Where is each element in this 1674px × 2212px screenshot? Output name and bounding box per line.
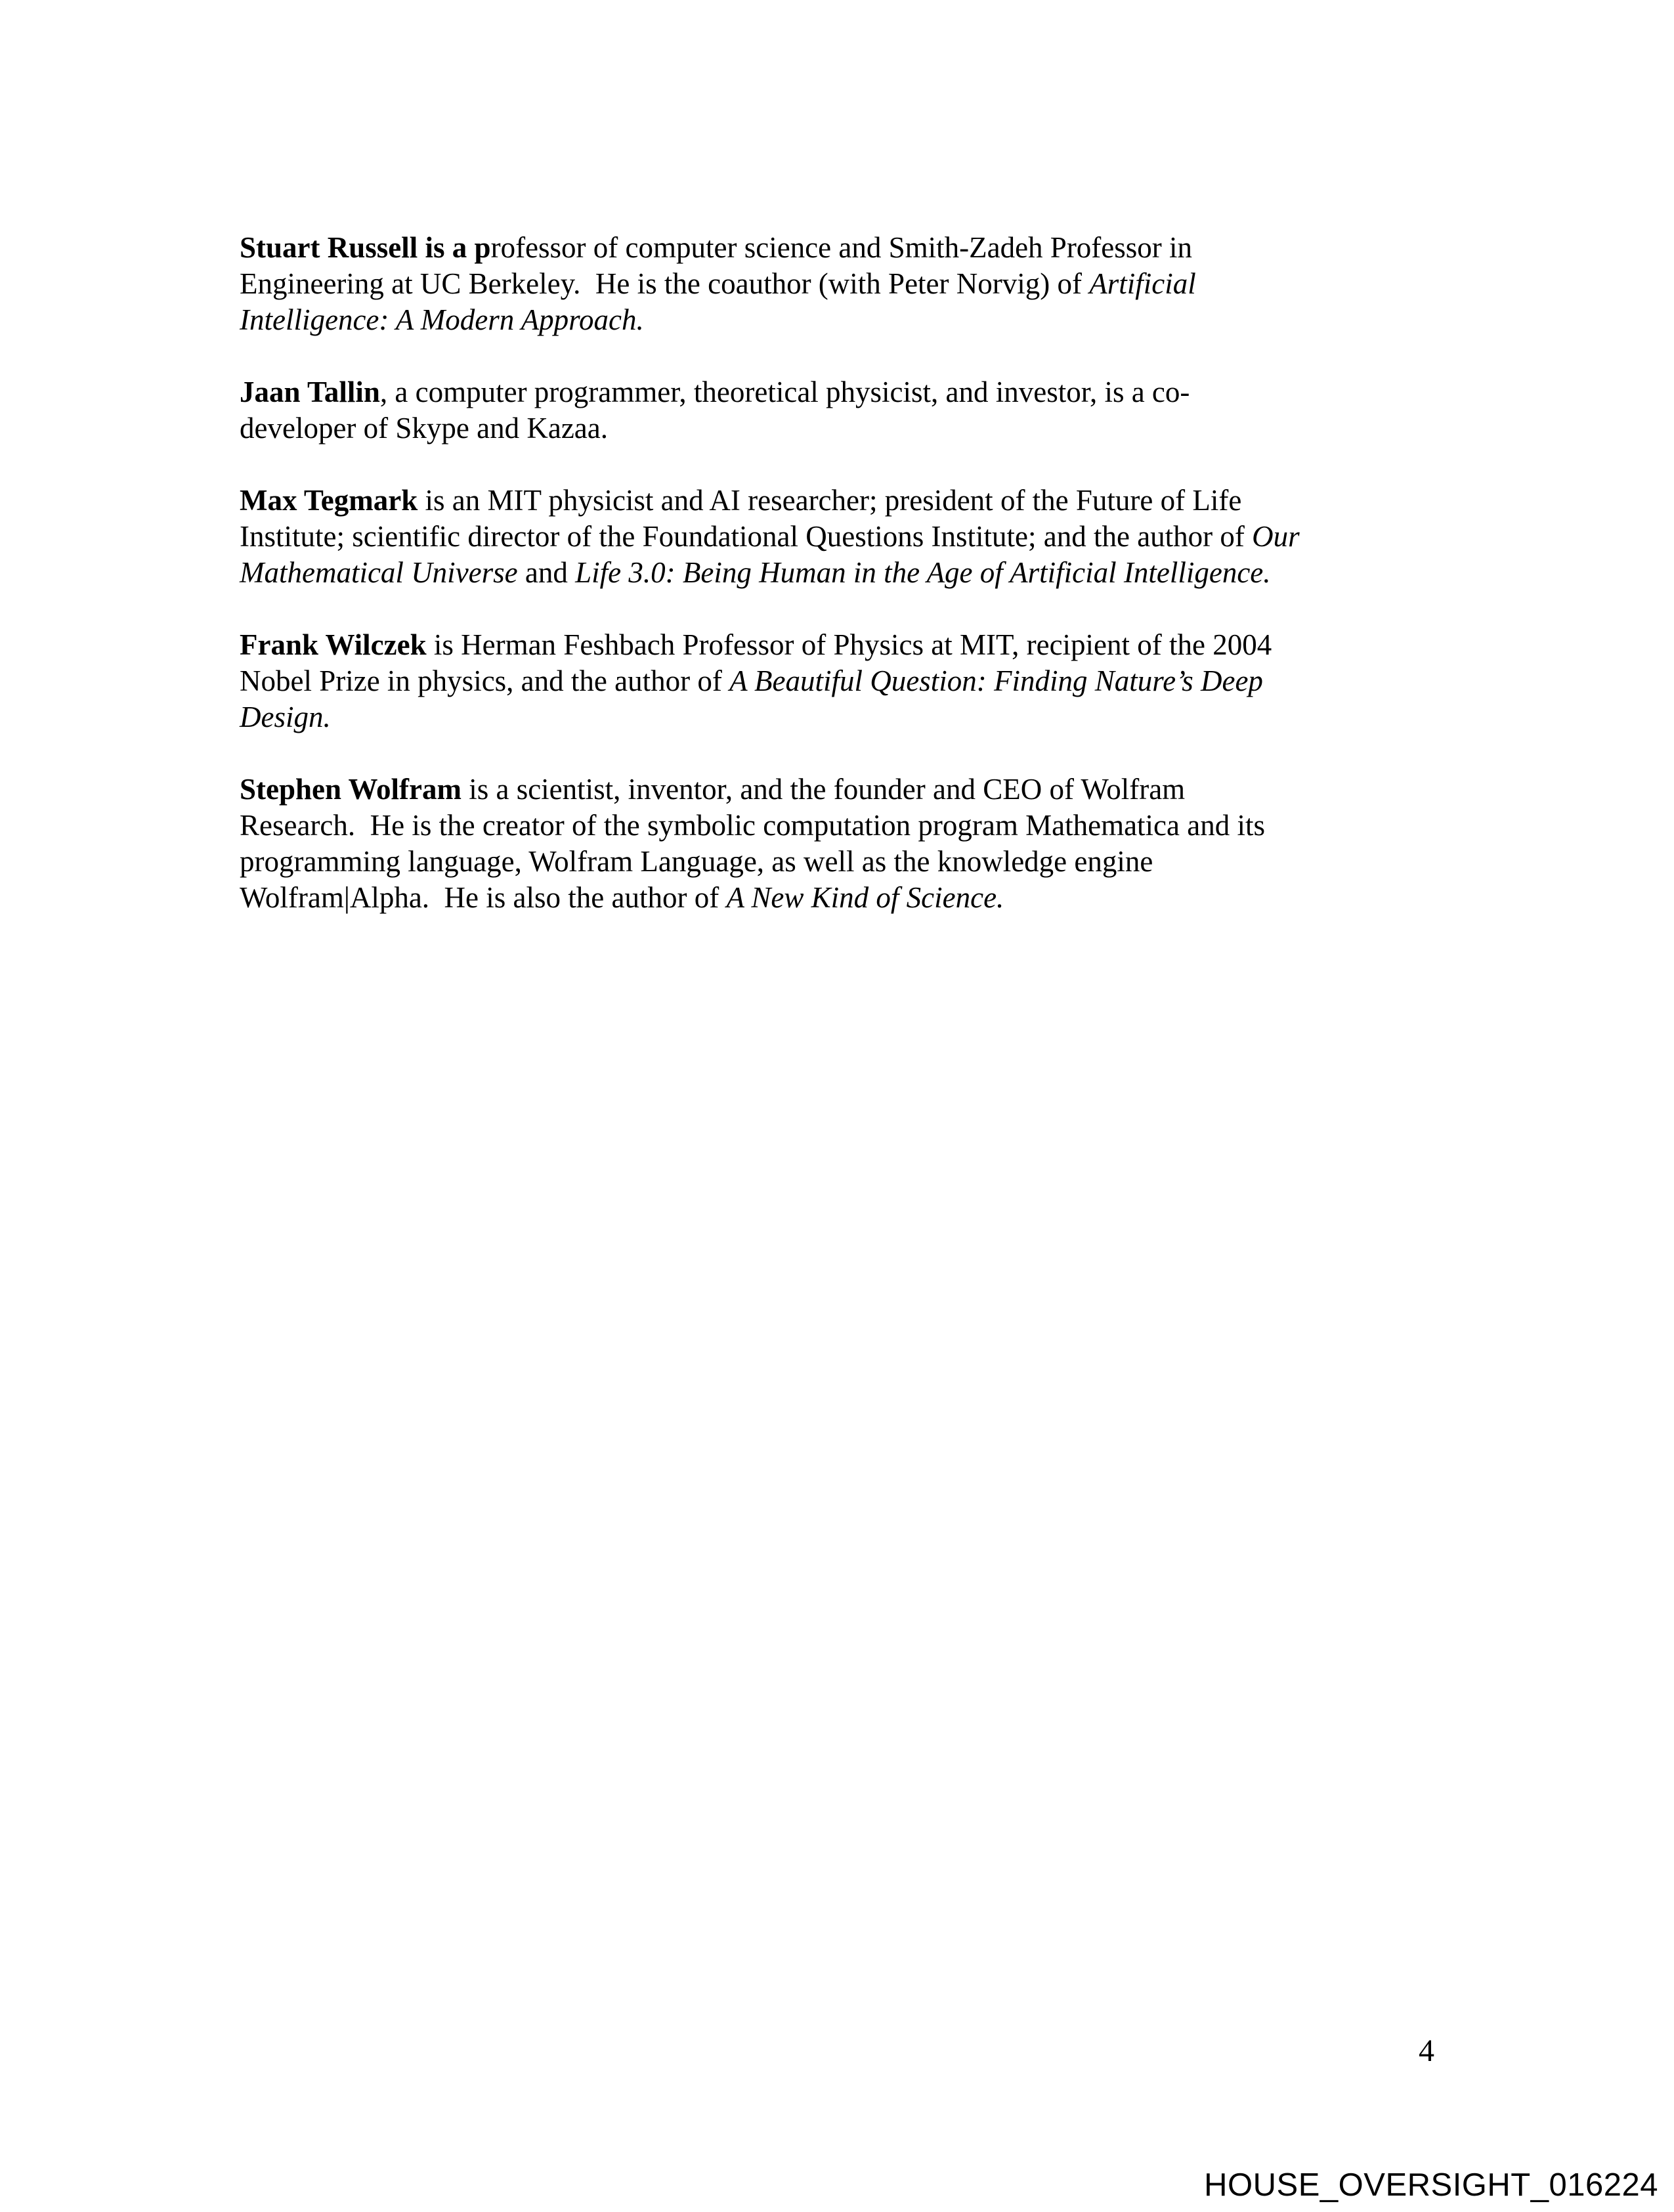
text-line (240, 483, 1421, 519)
book-title: Our (1252, 520, 1300, 553)
bio-paragraph-stuart-russell (240, 230, 1421, 338)
bio-paragraph-jaan-tallin (240, 374, 1421, 446)
text-line (240, 266, 1421, 302)
text-line (240, 555, 1421, 591)
book-title: A New Kind of Science. (726, 881, 1004, 914)
text-line (240, 627, 1421, 663)
text-line (240, 374, 1421, 410)
book-title: Intelligence: A Modern Approach. (240, 303, 644, 336)
bio-text: and (517, 556, 576, 589)
book-title: A Beautiful Question: Finding Nature’s Deep (729, 664, 1263, 697)
bio-text: developer of Skype and Kazaa. (240, 412, 609, 445)
document-text-block (240, 230, 1421, 952)
bio-text: Engineering at UC Berkeley. He is the coauthor (with Peter Norvig) of (240, 267, 1090, 300)
bio-text: Institute; scientific director of the Foundational Questions Institute; and the author of (240, 520, 1253, 553)
text-line (240, 230, 1421, 266)
text-line (240, 663, 1421, 699)
book-title: Design. (240, 701, 331, 733)
text-line (240, 519, 1421, 555)
bio-paragraph-frank-wilczek (240, 627, 1421, 735)
text-line (240, 808, 1421, 844)
page-number: 4 (1419, 2033, 1434, 2068)
bio-name-bold: Jaan Tallin (240, 376, 380, 408)
bio-paragraph-max-tegmark (240, 483, 1421, 591)
text-line (240, 699, 1421, 735)
bio-text: Wolfram|Alpha. He is also the author of (240, 881, 727, 914)
text-line (240, 771, 1421, 808)
bio-text: is Herman Feshbach Professor of Physics at MIT, recipient of the 2004 (426, 628, 1272, 661)
text-line (240, 410, 1421, 446)
book-title: Life 3.0: Being Human in the Age of Artificial Intelligence. (575, 556, 1271, 589)
text-line (240, 302, 1421, 338)
bio-text: rofessor of computer science and Smith-Zadeh Professor in (490, 231, 1193, 264)
bio-text: Nobel Prize in physics, and the author of (240, 664, 730, 697)
text-line (240, 844, 1421, 880)
bates-stamp: HOUSE_OVERSIGHT_016224 (1204, 2167, 1658, 2203)
bio-name-bold: Stuart Russell is a p (240, 231, 491, 264)
bio-text: , a computer programmer, theoretical physicist, and investor, is a co- (379, 376, 1190, 408)
bio-text: programming language, Wolfram Language, as well as the knowledge engine (240, 845, 1153, 878)
bio-text: is a scientist, inventor, and the founder and CEO of Wolfram (461, 773, 1186, 806)
text-line (240, 880, 1421, 916)
bio-name-bold: Frank Wilczek (240, 628, 427, 661)
bio-text: is an MIT physicist and AI researcher; president of the Future of Life (418, 484, 1242, 517)
book-title: Mathematical Universe (240, 556, 518, 589)
book-title: Artificial (1089, 267, 1196, 300)
bio-paragraph-stephen-wolfram (240, 771, 1421, 916)
bio-name-bold: Max Tegmark (240, 484, 418, 517)
bio-text: Research. He is the creator of the symbolic computation program Mathematica and its (240, 809, 1265, 842)
bio-name-bold: Stephen Wolfram (240, 773, 461, 806)
